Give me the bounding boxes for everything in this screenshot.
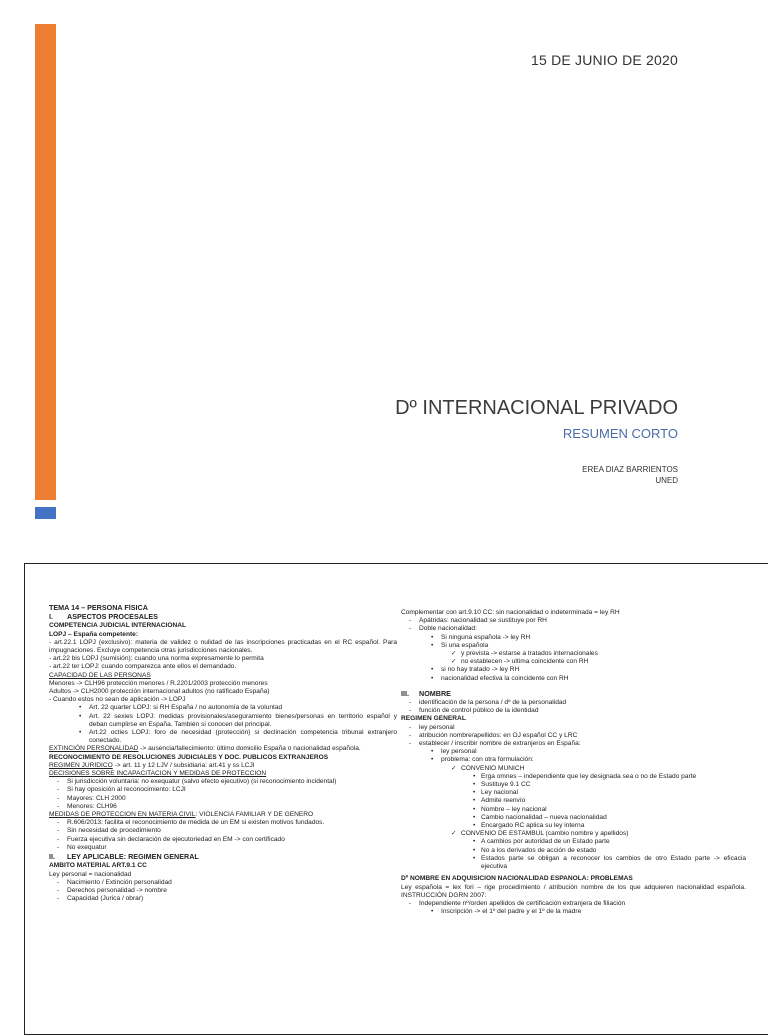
blue-accent-square	[35, 507, 56, 519]
topic-title: TEMA 14 – PERSONA FÍSICA	[49, 604, 148, 612]
subheading: RECONOCIMIENTO DE RESOLUCIONES JUDICIALES Y DOC. PÚBLICOS EXTRANJEROS	[49, 753, 329, 761]
dash-item: - Si hay oposición al reconocimiento: LCJI	[49, 786, 397, 794]
bullet-item: • Estados parte se obligan a reconocer los cambios de otro Estado parte -> eficacia ejecutiva	[401, 855, 746, 871]
text-line: Complementar con art.9.10 CC: sin nacionalidad o indeterminada = ley RH	[401, 609, 620, 616]
subheading: AMBITO MATERIAL ART.9.1 CC	[49, 862, 147, 870]
text-line: Menores -> CLH96 protección menores / R.2201/2003 protección menores	[49, 679, 268, 687]
check-item: ✓ no establecen -> ultima coincidente con RH	[401, 658, 746, 666]
bullet-item: • Admite reenvío	[401, 797, 746, 805]
dash-item: - identificación de la persona / dº de la personalidad	[401, 699, 746, 707]
paragraph: EXTINCIÓN PERSONALIDAD -> ausencia/fallecimiento: último domicilio España o nacionalidad española.	[49, 745, 361, 753]
bullet-item: • Art. 22 sexies LOPJ: medidas provisionales/aseguramiento bienes/personas en territorio español y deban cumplirse en España. También si conocen del principal.	[49, 713, 397, 729]
subheading: Dº NOMBRE EN ADQUISICIÓN NACIONALIDAD ESPAÑOLA: PROBLEMAS	[401, 875, 633, 883]
cover-date: 15 DE JUNIO DE 2020	[531, 52, 678, 68]
text-line: Adultos -> CLH2000 protección internacional adultos (no ratificado España)	[49, 688, 270, 696]
bullet-item: • Si una española	[401, 642, 746, 650]
check-item: ✓ y prevista -> estarse a tratados internacionales	[401, 650, 746, 658]
dash-item: - función de control público de la identidad	[401, 707, 746, 715]
cover-title: Dº INTERNACIONAL PRIVADO	[395, 397, 678, 419]
bullet-item: • nacionalidad efectiva la coincidente con RH	[401, 675, 746, 683]
text-line: - art.22 ter LOPJ: cuando comparezca ante ellos el demandado.	[49, 663, 237, 671]
dash-item: - Capacidad (Jurica / obrar)	[49, 895, 397, 903]
bullet-item: • Erga omnes – independiente que ley designada sea o no de Estado parte	[401, 773, 746, 781]
document-page	[24, 563, 768, 1035]
right-column	[401, 609, 746, 916]
bullet-item: • problema: con otra formulación:	[401, 756, 746, 764]
dash-item: - Doble nacionalidad:	[401, 625, 746, 633]
subheading: DECISIONES SOBRE INCAPACITACIÓN Y MEDIDAS DE PROTECCIÓN	[49, 770, 267, 778]
subheading: LOPJ – España competente:	[49, 630, 139, 638]
paragraph: - art.22.1 LOPJ (exclusivo): materia de validez o nulidad de las inscripciones practicadas en el RC español. Para impugnaciones. Excluye competencia otras jurisdicciones nacionales.	[49, 638, 397, 655]
bullet-item: • si no hay tratado -> ley RH	[401, 666, 746, 674]
dash-item: - Derechos personalidad -> nombre	[49, 887, 397, 895]
dash-item: - Menores: CLH96	[49, 803, 397, 811]
bullet-item: • Nombre – ley nacional	[401, 806, 746, 814]
dash-item: - Sin necesidad de procedimiento	[49, 827, 397, 835]
bullet-item: • No a los derivados de acción de estado	[401, 847, 746, 855]
author-name: EREA DIAZ BARRIENTOS	[582, 465, 678, 474]
text-line: - Cuando estos no sean de aplicación -> LOPJ	[49, 696, 186, 704]
subheading: REGIMEN GENERAL	[401, 715, 466, 723]
orange-accent-bar	[35, 24, 56, 500]
text-line: Ley personal = nacionalidad	[49, 870, 132, 878]
check-item: ✓ CONVENIO MUNICH	[401, 765, 746, 773]
check-item: ✓ CONVENIO DE ESTAMBUL (cambio nombre y apellidos)	[401, 830, 746, 838]
text-line: MEDIDAS DE PROTECCIÓN EN MATERIA CIVIL: VIOLENCIA FAMILIAR Y DE GENERO	[49, 811, 314, 819]
text-line: - art.22 bis LOPJ (sumisión): cuando una norma expresamente lo permita	[49, 655, 264, 663]
subheading: COMPETENCIA JUDICIAL INTERNACIONAL	[49, 622, 187, 630]
bullet-item: • A cambios por autoridad de un Estado parte	[401, 838, 746, 846]
dash-item: - Si jurisdicción voluntaria: no exequatur (salvo efecto ejecutivo) (si reconocimiento incidental)	[49, 778, 397, 786]
text-line: REGIMEN JURÍDICO -> art. 11 y 12 LJV / subsidiaria: art.41 y ss LCJI	[49, 761, 255, 769]
dash-item: - Apátridas: nacionalidad se sustituye por RH	[401, 617, 746, 625]
dash-item: - Independiente nº/orden apellidos de certificación extranjera de filiación	[401, 900, 746, 908]
institution: UNED	[655, 476, 678, 485]
bullet-item: • Sustituye 9.1 CC	[401, 781, 746, 789]
left-column	[49, 604, 397, 903]
section-heading: I. ASPECTOS PROCESALES	[49, 612, 158, 622]
section-heading: III. NOMBRE	[401, 688, 451, 698]
dash-item: - Nacimiento / Extinción personalidad	[49, 879, 397, 887]
dash-item: - No exequatur	[49, 844, 397, 852]
subheading: CAPACIDAD DE LAS PERSONAS	[49, 671, 151, 679]
cover-author-block	[582, 464, 678, 486]
dash-item: - atribución nombre/apellidos: en OJ español CC y LRC	[401, 732, 746, 740]
dash-item: - Mayores: CLH 2000	[49, 795, 397, 803]
bullet-item: • Cambio nacionalidad – nueva nacionalidad	[401, 814, 746, 822]
bullet-item: • ley personal	[401, 748, 746, 756]
bullet-item: • Ley nacional	[401, 789, 746, 797]
section-heading: II. LEY APLICABLE: REGIMEN GENERAL	[49, 852, 199, 862]
cover-subtitle: RESUMEN CORTO	[562, 426, 678, 441]
bullet-item: • Encargado RC aplica su ley interna	[401, 822, 746, 830]
bullet-item: • Inscripción -> el 1º del padre y el 1º de la madre	[401, 908, 746, 916]
dash-item: - R.606/2013: facilita el reconocimiento de medida de un EM si existen motivos fundados.	[49, 819, 397, 827]
dash-item: - Fuerza ejecutiva sin declaración de ejecutoriedad en EM -> con certificado	[49, 836, 397, 844]
dash-item: - ley personal	[401, 724, 746, 732]
dash-item: - establecer / inscribir nombre de extranjeros en España:	[401, 740, 746, 748]
bullet-item: • Si ninguna española -> ley RH	[401, 634, 746, 642]
paragraph: Ley española = lex fori – rige procedimiento / atribución nombre de los que adquieren nacionalidad española. INSTRUCCIÓN DGRN 2007:	[401, 883, 746, 899]
bullet-item: • Art.22 octies LOPJ: foro de necesidad (protección) si declinación competencia tribunal extranjero conectado.	[49, 729, 397, 745]
bullet-item: • Art. 22 quarter LOPJ: si RH España / no autonomía de la voluntad	[49, 704, 397, 712]
